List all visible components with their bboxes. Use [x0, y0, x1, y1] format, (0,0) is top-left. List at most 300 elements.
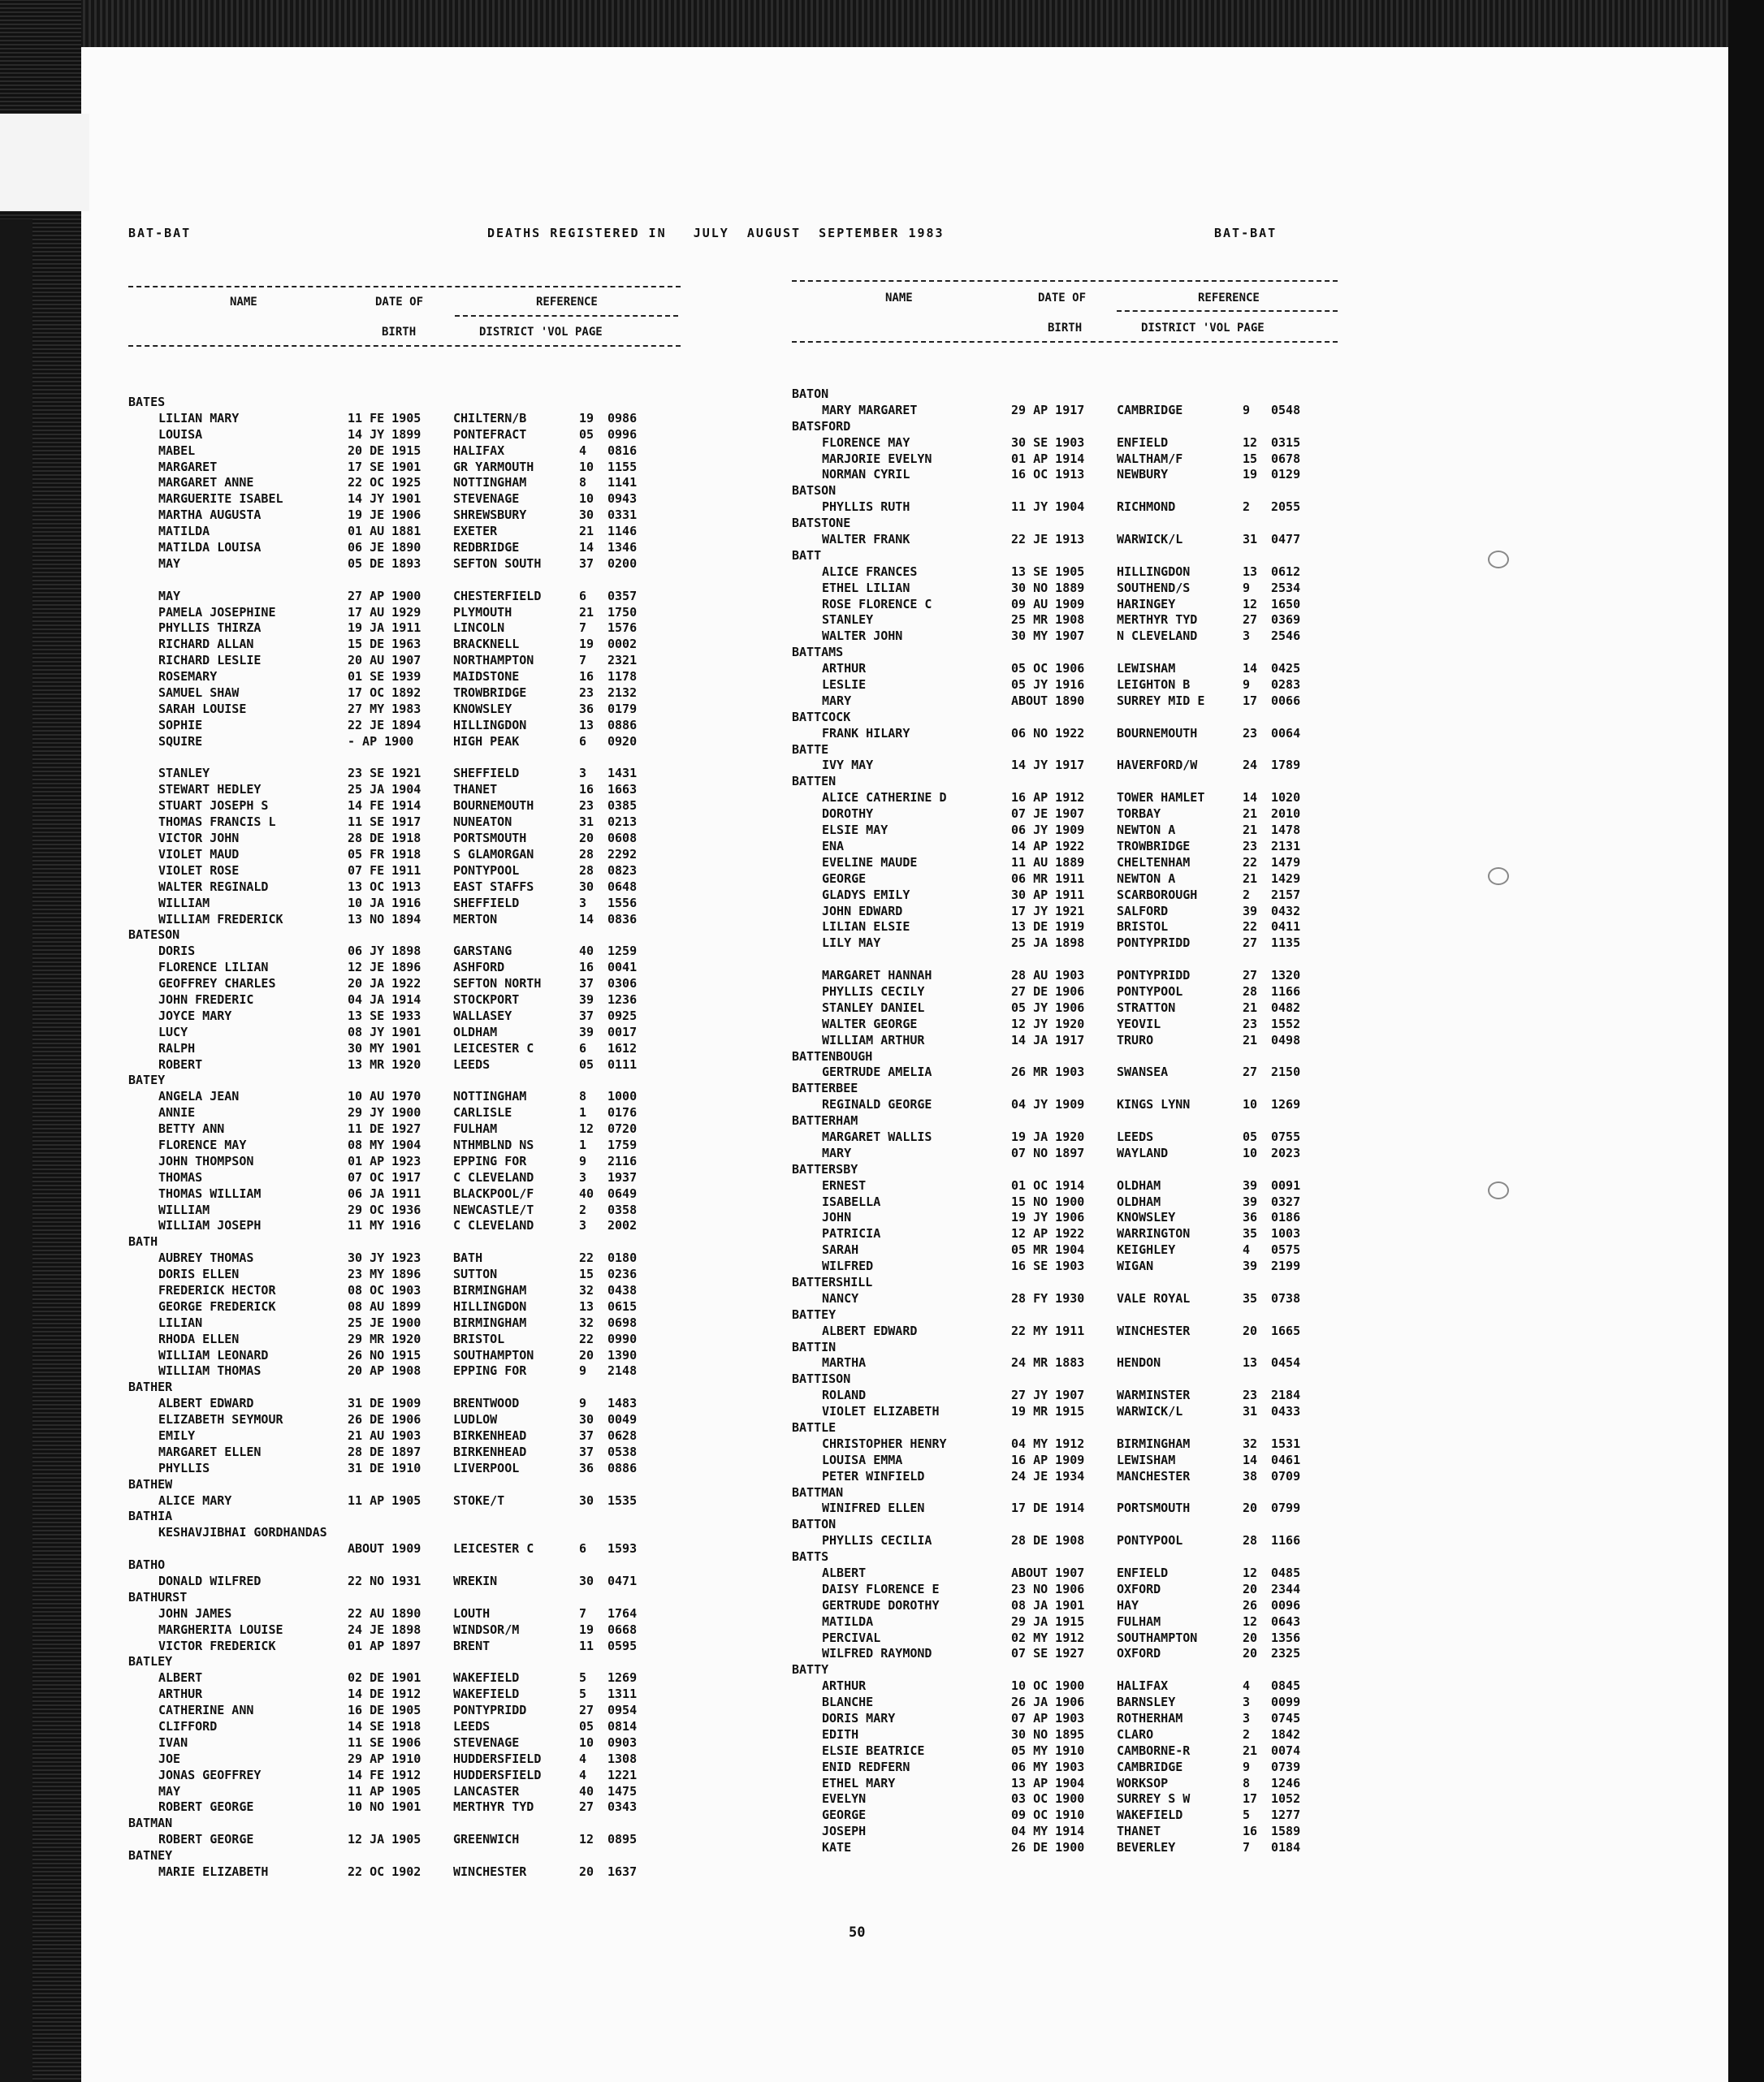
- district: PONTYPOOL: [1117, 1533, 1183, 1549]
- birth-date: 24 JE 1898: [348, 1622, 422, 1637]
- birth-date: 25 JA 1898: [1011, 935, 1085, 951]
- page-ref: 0903: [607, 1734, 638, 1750]
- header-rule: [455, 315, 678, 317]
- birth-date: 31 DE 1909: [348, 1396, 422, 1411]
- forenames: REGINALD GEORGE: [822, 1097, 932, 1112]
- district: HALIFAX: [453, 443, 505, 458]
- volume: 20: [1243, 1630, 1258, 1645]
- birth-date: 05 DE 1893: [348, 555, 422, 571]
- page-ref: 0886: [607, 1460, 638, 1475]
- forenames: KATE: [822, 1840, 852, 1855]
- forenames: THOMAS FRANCIS L: [158, 814, 276, 830]
- volume: 6: [579, 1040, 587, 1056]
- district: BIRMINGHAM: [453, 1315, 527, 1330]
- forenames: ALBERT EDWARD: [822, 1323, 918, 1338]
- col-date-of-header: DATE OF: [1038, 292, 1087, 305]
- page-ref: 0720: [607, 1121, 638, 1137]
- district: NEWTON A: [1117, 823, 1176, 838]
- district: LEWISHAM: [1117, 661, 1176, 676]
- forenames: ROBERT: [158, 1056, 203, 1072]
- page-ref: 0471: [607, 1574, 638, 1589]
- page-ref: 0943: [607, 491, 638, 507]
- birth-date: 07 NO 1897: [1011, 1145, 1085, 1160]
- page-ref: 0886: [607, 717, 638, 732]
- volume: 21: [579, 524, 594, 539]
- page-ref: 2150: [1271, 1065, 1301, 1080]
- volume: 38: [1243, 1468, 1258, 1484]
- birth-date: 22 OC 1925: [348, 475, 422, 490]
- birth-date: 20 DE 1915: [348, 443, 422, 458]
- volume: 27: [1243, 612, 1258, 628]
- forenames: GERTRUDE DOROTHY: [822, 1597, 940, 1613]
- volume: 23: [579, 685, 594, 701]
- forenames: LESLIE: [822, 677, 867, 693]
- district: KNOWSLEY: [453, 701, 512, 716]
- district: BRISTOL: [453, 1331, 505, 1346]
- page-ref: 0343: [607, 1799, 638, 1815]
- district: KNOWSLEY: [1117, 1210, 1176, 1225]
- birth-date: 04 MY 1914: [1011, 1824, 1085, 1839]
- forenames: MARGUERITE ISABEL: [158, 491, 283, 507]
- forenames: JOHN EDWARD: [822, 903, 903, 918]
- forenames: PAMELA JOSEPHINE: [158, 604, 276, 620]
- birth-date: 01 AP 1923: [348, 1153, 422, 1168]
- forenames: PHYLLIS CECILIA: [822, 1533, 932, 1549]
- volume: 40: [579, 944, 594, 959]
- page-ref: 1483: [607, 1396, 638, 1411]
- page-ref: 2148: [607, 1363, 638, 1379]
- district: WARWICK/L: [1117, 1404, 1183, 1419]
- volume: 6: [579, 733, 587, 749]
- birth-date: 14 DE 1912: [348, 1687, 422, 1702]
- volume: 37: [579, 555, 594, 571]
- birth-date: 10 AU 1970: [348, 1089, 422, 1104]
- surname: BATTEN: [792, 774, 837, 789]
- page-ref: 0425: [1271, 661, 1301, 676]
- birth-date: 20 JA 1922: [348, 976, 422, 991]
- volume: 27: [1243, 1065, 1258, 1080]
- district: PORTSMOUTH: [453, 831, 527, 846]
- district: BARNSLEY: [1117, 1695, 1176, 1710]
- birth-date: 29 AP 1917: [1011, 402, 1085, 417]
- page-ref: 0575: [1271, 1242, 1301, 1258]
- col-name-header: NAME: [885, 292, 913, 305]
- birth-date: 17 SE 1901: [348, 459, 422, 474]
- birth-date: 13 SE 1933: [348, 1008, 422, 1023]
- surname: BATTERSHILL: [792, 1274, 873, 1289]
- page-ref: 0643: [1271, 1613, 1301, 1629]
- district: HALIFAX: [1117, 1678, 1169, 1694]
- header-rule: [128, 286, 681, 287]
- birth-date: 22 NO 1931: [348, 1574, 422, 1589]
- birth-date: 30 SE 1903: [1011, 434, 1085, 450]
- district: REDBRIDGE: [453, 540, 520, 555]
- volume: 37: [579, 1008, 594, 1023]
- volume: 22: [579, 1331, 594, 1346]
- birth-date: 15 NO 1900: [1011, 1194, 1085, 1209]
- page-ref: 1764: [607, 1605, 638, 1621]
- volume: 39: [1243, 1194, 1258, 1209]
- birth-date: 07 OC 1917: [348, 1169, 422, 1185]
- birth-date: 05 JY 1916: [1011, 677, 1085, 693]
- volume: 24: [1243, 758, 1258, 773]
- forenames: JOHN JAMES: [158, 1605, 232, 1621]
- volume: 10: [1243, 1145, 1258, 1160]
- surname: BATSON: [792, 483, 837, 499]
- volume: 9: [1243, 580, 1251, 595]
- forenames: PHYLLIS RUTH: [822, 499, 910, 515]
- district: BRENTWOOD: [453, 1396, 520, 1411]
- forenames: IVY MAY: [822, 758, 874, 773]
- forenames: THOMAS: [158, 1169, 203, 1185]
- forenames: SAMUEL SHAW: [158, 685, 240, 701]
- district: PONTYPOOL: [453, 862, 520, 878]
- page-ref: 0895: [607, 1832, 638, 1847]
- forenames: BETTY ANN: [158, 1121, 225, 1137]
- surname: BATTLE: [792, 1420, 837, 1435]
- forenames: ROSEMARY: [158, 669, 218, 685]
- district: BATH: [453, 1250, 483, 1266]
- birth-date: 11 AP 1905: [348, 1783, 422, 1799]
- forenames: FREDERICK HECTOR: [158, 1282, 276, 1298]
- district: BRISTOL: [1117, 919, 1169, 935]
- volume: 05: [579, 1719, 594, 1734]
- page-ref: 0411: [1271, 919, 1301, 935]
- page-ref: 0925: [607, 1008, 638, 1023]
- birth-date: 22 JE 1894: [348, 717, 422, 732]
- birth-date: 05 JY 1906: [1011, 1000, 1085, 1015]
- forenames: JOSEPH: [822, 1824, 867, 1839]
- volume: 23: [579, 798, 594, 814]
- district: SEFTON NORTH: [453, 976, 542, 991]
- district: SOUTHAMPTON: [1117, 1630, 1198, 1645]
- birth-date: 16 DE 1905: [348, 1703, 422, 1718]
- birth-date: 12 JA 1905: [348, 1832, 422, 1847]
- birth-date: 14 AP 1922: [1011, 838, 1085, 853]
- page-ref: 0990: [607, 1331, 638, 1346]
- volume: 23: [1243, 725, 1258, 741]
- birth-date: 04 JA 1914: [348, 991, 422, 1007]
- district: OLDHAM: [1117, 1177, 1161, 1193]
- page-ref: 0096: [1271, 1597, 1301, 1613]
- district: CHELTENHAM: [1117, 854, 1191, 870]
- page-ref: 0331: [607, 508, 638, 523]
- volume: 37: [579, 976, 594, 991]
- district: LOUTH: [453, 1605, 491, 1621]
- district: GARSTANG: [453, 944, 512, 959]
- birth-date: 19 JY 1906: [1011, 1210, 1085, 1225]
- page-ref: 2199: [1271, 1259, 1301, 1274]
- volume: 12: [1243, 1613, 1258, 1629]
- district: WINCHESTER: [1117, 1323, 1191, 1338]
- volume: 22: [1243, 854, 1258, 870]
- forenames: ELSIE BEATRICE: [822, 1743, 925, 1758]
- birth-date: 28 DE 1897: [348, 1444, 422, 1459]
- volume: 10: [579, 491, 594, 507]
- birth-date: 01 OC 1914: [1011, 1177, 1085, 1193]
- district: LEICESTER C: [453, 1541, 534, 1557]
- page-ref: 2184: [1271, 1388, 1301, 1403]
- district: LEEDS: [1117, 1129, 1154, 1144]
- forenames: PATRICIA: [822, 1226, 881, 1242]
- forenames: ARTHUR: [822, 661, 867, 676]
- volume: 19: [579, 1622, 594, 1637]
- district: OXFORD: [1117, 1581, 1161, 1596]
- birth-date: 11 FE 1905: [348, 410, 422, 425]
- birth-date: 17 DE 1914: [1011, 1501, 1085, 1516]
- page-ref: 1246: [1271, 1775, 1301, 1790]
- district: MERTHYR TYD: [453, 1799, 534, 1815]
- page-ref: 1665: [1271, 1323, 1301, 1338]
- volume: 30: [579, 508, 594, 523]
- birth-date: 06 JY 1898: [348, 944, 422, 959]
- forenames: ERNEST: [822, 1177, 867, 1193]
- page-ref: 2534: [1271, 580, 1301, 595]
- district: WAKEFIELD: [453, 1670, 520, 1686]
- birth-date: 16 SE 1903: [1011, 1259, 1085, 1274]
- birth-date: 29 JA 1915: [1011, 1613, 1085, 1629]
- page-ref: 1000: [607, 1089, 638, 1104]
- forenames: MATILDA: [822, 1613, 874, 1629]
- birth-date: 05 FR 1918: [348, 846, 422, 862]
- forenames: WILFRED: [822, 1259, 874, 1274]
- page-ref: 0357: [607, 588, 638, 603]
- page-ref: 0996: [607, 426, 638, 442]
- birth-date: 22 MY 1911: [1011, 1323, 1085, 1338]
- page-ref: 0498: [1271, 1032, 1301, 1047]
- forenames: MARJORIE EVELYN: [822, 451, 932, 466]
- forenames: WILLIAM LEONARD: [158, 1347, 269, 1363]
- surname: BATTENBOUGH: [792, 1048, 873, 1064]
- page-ref: 0816: [607, 443, 638, 458]
- page-ref: 0129: [1271, 467, 1301, 482]
- page-ref: 0477: [1271, 532, 1301, 547]
- page-ref: 0327: [1271, 1194, 1301, 1209]
- district: SHEFFIELD: [453, 766, 520, 781]
- forenames: FRANK HILARY: [822, 725, 910, 741]
- volume: 5: [579, 1670, 587, 1686]
- volume: 05: [579, 426, 594, 442]
- birth-date: 13 SE 1905: [1011, 564, 1085, 579]
- forenames: ALBERT: [822, 1566, 867, 1581]
- page-ref: 0099: [1271, 1695, 1301, 1710]
- district: PONTYPRIDD: [1117, 935, 1191, 951]
- page-ref: 0074: [1271, 1743, 1301, 1758]
- surname: BATHO: [128, 1557, 166, 1573]
- volume: 1: [579, 1105, 587, 1121]
- volume: 12: [1243, 1566, 1258, 1581]
- volume: 8: [579, 1089, 587, 1104]
- forenames: STANLEY: [158, 766, 210, 781]
- birth-date: 30 MY 1901: [348, 1040, 422, 1056]
- volume: 3: [579, 1218, 587, 1233]
- birth-date: 24 JE 1934: [1011, 1468, 1085, 1484]
- birth-date: 22 AU 1890: [348, 1605, 422, 1621]
- district: LEIGHTON B: [1117, 677, 1191, 693]
- volume: 2: [579, 1202, 587, 1217]
- forenames: SQUIRE: [158, 733, 203, 749]
- page-ref: 0485: [1271, 1566, 1301, 1581]
- birth-date: 07 FE 1911: [348, 862, 422, 878]
- forenames: RHODA ELLEN: [158, 1331, 240, 1346]
- volume: 21: [1243, 1032, 1258, 1047]
- district: OXFORD: [1117, 1646, 1161, 1661]
- birth-date: 20 AU 1907: [348, 653, 422, 668]
- page-ref: 1221: [607, 1767, 638, 1782]
- birth-date: 30 NO 1895: [1011, 1726, 1085, 1742]
- page-ref: 0595: [607, 1638, 638, 1653]
- birth-date: 22 OC 1902: [348, 1864, 422, 1880]
- district: GREENWICH: [453, 1832, 520, 1847]
- forenames: ISABELLA: [822, 1194, 881, 1209]
- district: SEFTON SOUTH: [453, 555, 542, 571]
- volume: 17: [1243, 1791, 1258, 1807]
- volume: 2: [1243, 887, 1251, 902]
- volume: 27: [579, 1799, 594, 1815]
- birth-date: 05 MY 1910: [1011, 1743, 1085, 1758]
- district: BOURNEMOUTH: [453, 798, 534, 814]
- header-rule: [792, 341, 1338, 343]
- forenames: GERTRUDE AMELIA: [822, 1065, 932, 1080]
- page-ref: 1166: [1271, 1533, 1301, 1549]
- forenames: MARGHERITA LOUISE: [158, 1622, 283, 1637]
- surname: BATTIN: [792, 1339, 837, 1354]
- volume: 14: [1243, 1452, 1258, 1467]
- birth-date: 13 NO 1894: [348, 911, 422, 927]
- page-ref: 0755: [1271, 1129, 1301, 1144]
- surname: BATNEY: [128, 1848, 173, 1864]
- page-number: 50: [849, 1924, 866, 1941]
- district: PONTYPRIDD: [1117, 968, 1191, 983]
- surname: BATTON: [792, 1517, 837, 1532]
- district: BOURNEMOUTH: [1117, 725, 1198, 741]
- page-ref: 1146: [607, 524, 638, 539]
- forenames: BLANCHE: [822, 1695, 874, 1710]
- forenames: GEORGE FREDERICK: [158, 1298, 276, 1314]
- forenames: ETHEL MARY: [822, 1775, 896, 1790]
- district: TRURO: [1117, 1032, 1154, 1047]
- birth-date: 02 MY 1912: [1011, 1630, 1085, 1645]
- forenames: DORIS ELLEN: [158, 1267, 240, 1282]
- forenames: EMILY: [158, 1428, 196, 1443]
- birth-date: 07 SE 1927: [1011, 1646, 1085, 1661]
- birth-date: 03 OC 1900: [1011, 1791, 1085, 1807]
- birth-date: 13 DE 1919: [1011, 919, 1085, 935]
- page-ref: 0176: [607, 1105, 638, 1121]
- volume: 39: [579, 991, 594, 1007]
- page-ref: 0461: [1271, 1452, 1301, 1467]
- forenames: ALBERT EDWARD: [158, 1396, 254, 1411]
- forenames: JOYCE MARY: [158, 1008, 232, 1023]
- forenames: ROBERT GEORGE: [158, 1832, 254, 1847]
- page-ref: 0454: [1271, 1355, 1301, 1371]
- forenames: WILLIAM ARTHUR: [822, 1032, 925, 1047]
- forenames: JOHN FREDERIC: [158, 991, 254, 1007]
- district: CAMBRIDGE: [1117, 1759, 1183, 1774]
- header-rule: [1117, 310, 1338, 312]
- page-ref: 0091: [1271, 1177, 1301, 1193]
- page-ref: 1356: [1271, 1630, 1301, 1645]
- district: HIGH PEAK: [453, 733, 520, 749]
- page-ref: 1650: [1271, 596, 1301, 611]
- district: WARMINSTER: [1117, 1388, 1191, 1403]
- forenames: PERCIVAL: [822, 1630, 881, 1645]
- district: WAYLAND: [1117, 1145, 1169, 1160]
- forenames: ALICE MARY: [158, 1492, 232, 1508]
- surname: BATTISON: [792, 1371, 851, 1387]
- header-rule: [792, 280, 1338, 282]
- district: CHESTERFIELD: [453, 588, 542, 603]
- birth-date: 28 DE 1908: [1011, 1533, 1085, 1549]
- page-ref: 0002: [607, 637, 638, 652]
- district: WIGAN: [1117, 1259, 1154, 1274]
- district: HUDDERSFIELD: [453, 1751, 542, 1766]
- district: PONTYPRIDD: [453, 1703, 527, 1718]
- page-ref: 0200: [607, 555, 638, 571]
- page-ref: 0306: [607, 976, 638, 991]
- page-ref: 1475: [607, 1783, 638, 1799]
- district: NEWTON A: [1117, 870, 1176, 886]
- birth-date: 15 DE 1963: [348, 637, 422, 652]
- forenames: STANLEY: [822, 612, 874, 628]
- forenames: MAY: [158, 588, 181, 603]
- volume: 28: [579, 862, 594, 878]
- district: LEEDS: [453, 1056, 491, 1072]
- birth-date: 11 DE 1927: [348, 1121, 422, 1137]
- page-ref: 1311: [607, 1687, 638, 1702]
- binder-hole: [1488, 867, 1509, 885]
- volume: 10: [579, 459, 594, 474]
- forenames: SOPHIE: [158, 717, 203, 732]
- district: CLARO: [1117, 1726, 1154, 1742]
- forenames: CATHERINE ANN: [158, 1703, 254, 1718]
- forenames: ARTHUR: [158, 1687, 203, 1702]
- forenames: ALICE CATHERINE D: [822, 790, 947, 806]
- volume: 28: [1243, 1533, 1258, 1549]
- page-ref: 0986: [607, 410, 638, 425]
- volume: 35: [1243, 1290, 1258, 1306]
- birth-date: 09 AU 1909: [1011, 596, 1085, 611]
- district: LEEDS: [453, 1719, 491, 1734]
- col-district-header: DISTRICT 'VOL PAGE: [479, 326, 603, 339]
- page-ref: 0612: [1271, 564, 1301, 579]
- volume: 28: [579, 846, 594, 862]
- page-ref: 1155: [607, 459, 638, 474]
- volume: 7: [579, 1605, 587, 1621]
- volume: 4: [1243, 1242, 1251, 1258]
- page-ref: 1593: [607, 1541, 638, 1557]
- district: BRENT: [453, 1638, 491, 1653]
- volume: 20: [1243, 1501, 1258, 1516]
- district: CHILTERN/B: [453, 410, 527, 425]
- district: HAY: [1117, 1597, 1139, 1613]
- col-district-header: DISTRICT 'VOL PAGE: [1141, 322, 1265, 335]
- page-ref: 0315: [1271, 434, 1301, 450]
- birth-date: 29 AP 1910: [348, 1751, 422, 1766]
- page-title: DEATHS REGISTERED IN JULY AUGUST SEPTEMBER 1983: [487, 226, 945, 240]
- page-ref: 1236: [607, 991, 638, 1007]
- volume: 27: [1243, 935, 1258, 951]
- district: NTHMBLND NS: [453, 1137, 534, 1152]
- district: WALLASEY: [453, 1008, 512, 1023]
- district: SCARBOROUGH: [1117, 887, 1198, 902]
- birth-date: 21 AU 1903: [348, 1428, 422, 1443]
- volume: 16: [579, 960, 594, 975]
- surname: BATEY: [128, 1073, 166, 1088]
- forenames: THOMAS WILLIAM: [158, 1186, 262, 1201]
- district: THANET: [1117, 1824, 1161, 1839]
- page-ref: 1531: [1271, 1436, 1301, 1451]
